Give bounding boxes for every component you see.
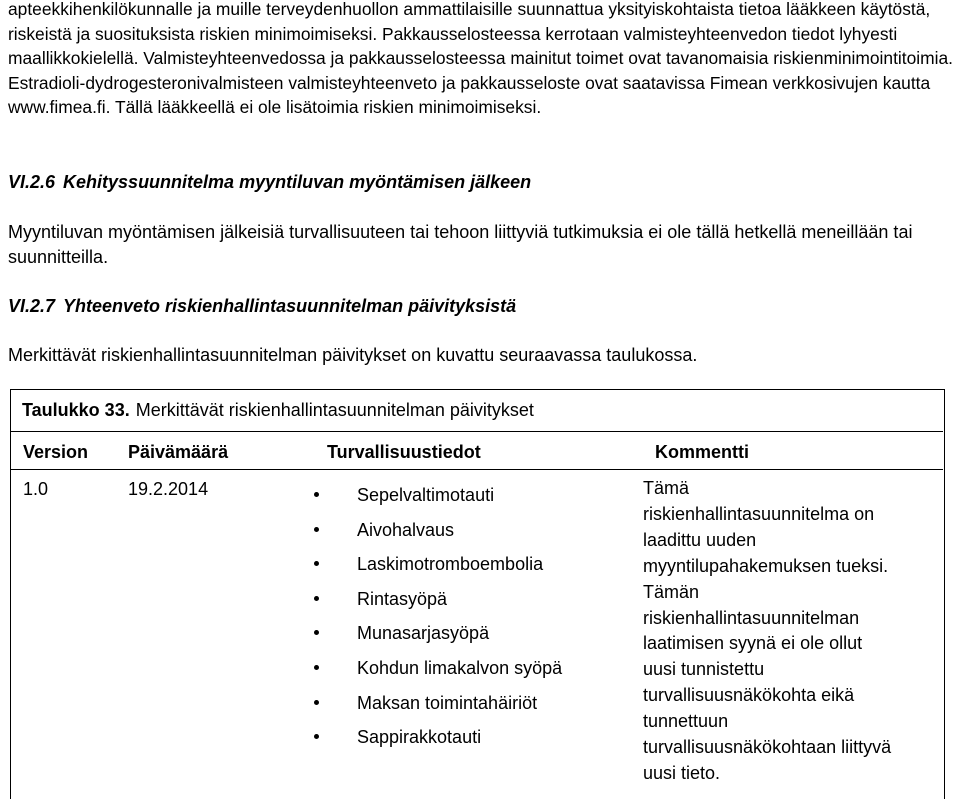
- list-item: [311, 483, 562, 518]
- comment-line: uusi tieto.: [643, 762, 721, 783]
- comment-line: Tämän: [643, 581, 700, 602]
- bullet-icon: [314, 561, 319, 566]
- updates-table: [10, 389, 945, 799]
- list-item: [311, 518, 562, 553]
- list-item: [311, 621, 562, 656]
- list-item: [311, 691, 562, 726]
- intro-paragraph: apteekkihenkilökunnalle ja muille terveydenhuollon ammattilaisille suunnattua yksityiskohtaista tietoa lääkkeen käytöstä, riskeistä ja suosituksista riskien minimoimiseksi. Pakkausselosteessa kerrotaan valmisteyhteenvedon tiedot lyhyesti maallikkokielellä. Valmisteyhteenvedossa ja pakkausselosteessa mainitut toimet ovat tavanomaisia riskienminimointitoimia. Estradioli-dydrogesteronivalmisteen valmisteyhteenveto ja pakkausseloste ovat saatavissa Fimean verkkosivujen kautta www.fimea.fi. Tällä lääkkeellä ei ole lisätoimia riskien minimoimiseksi.: [8, 0, 953, 118]
- table-divider: [11, 469, 943, 470]
- section-number: VI.2.6: [8, 172, 56, 192]
- list-item-label: Sepelvaltimotauti: [357, 485, 495, 505]
- comment-line: turvallisuusnäkökohtaan liittyvä: [643, 737, 892, 758]
- section-heading-vi-2-6: [8, 172, 531, 193]
- section-title: Yhteenveto riskienhallintasuunnitelman päivityksistä: [63, 296, 517, 316]
- list-item-label: Laskimotromboembolia: [357, 554, 544, 575]
- cell-comment: [643, 476, 943, 787]
- cell-date: 19.2.2014: [128, 479, 209, 499]
- list-item: [311, 552, 562, 587]
- section-body-vi-2-6: Myyntiluvan myöntämisen jälkeisiä turvallisuuteen tai tehoon liittyviä tutkimuksia ei ole tällä hetkellä meneillään tai suunnitteilla.: [8, 222, 913, 267]
- comment-line: laatimisen syynä ei ole ollut: [643, 633, 863, 654]
- list-item-label: Maksan toimintahäiriöt: [357, 692, 538, 713]
- bullet-icon: [314, 596, 319, 601]
- comment-line: riskienhallintasuunnitelma on: [643, 503, 875, 524]
- table-caption-text: Merkittävät riskienhallintasuunnitelman päivitykset: [135, 400, 534, 420]
- section-body-vi-2-7: Merkittävät riskienhallintasuunnitelman päivitykset on kuvattu seuraavassa taulukossa.: [8, 345, 698, 365]
- comment-line: Tämä: [643, 478, 690, 498]
- column-header-comment: Kommentti: [655, 442, 749, 462]
- table-caption: [22, 400, 534, 421]
- comment-line: myyntilupahakemuksen tueksi.: [643, 555, 889, 576]
- bullet-icon: [314, 630, 319, 635]
- list-item: [311, 725, 562, 760]
- list-item: [311, 587, 562, 622]
- section-number: VI.2.7: [8, 296, 56, 316]
- list-item-label: Kohdun limakalvon syöpä: [357, 657, 563, 678]
- table-divider: [11, 431, 943, 432]
- column-header-date: Päivämäärä: [128, 442, 229, 462]
- bullet-icon: [314, 665, 319, 670]
- list-item-label: Aivohalvaus: [357, 519, 455, 540]
- bullet-icon: [314, 734, 319, 739]
- bullet-icon: [314, 700, 319, 705]
- comment-line: uusi tunnistettu: [643, 659, 765, 680]
- section-heading-vi-2-7: [8, 296, 516, 317]
- cell-version: 1.0: [23, 479, 49, 499]
- comment-line: tunnettuun: [643, 711, 729, 732]
- comment-line: laadittu uuden: [643, 529, 757, 550]
- comment-line: riskienhallintasuunnitelman: [643, 607, 860, 628]
- list-item-label: Munasarjasyöpä: [357, 623, 490, 644]
- bullet-icon: [314, 492, 319, 497]
- table-caption-label: Taulukko 33.: [22, 400, 130, 420]
- list-item: [311, 656, 562, 691]
- section-title: Kehityssuunnitelma myyntiluvan myöntämisen jälkeen: [63, 172, 532, 192]
- list-item-label: Rintasyöpä: [357, 588, 448, 609]
- bullet-icon: [314, 527, 319, 532]
- safety-topics-list: [311, 483, 562, 760]
- column-header-safety: Turvallisuustiedot: [327, 442, 481, 462]
- column-header-version: Version: [23, 442, 89, 462]
- comment-line: turvallisuusnäkökohta eikä: [643, 685, 855, 706]
- list-item-label: Sappirakkotauti: [357, 727, 482, 748]
